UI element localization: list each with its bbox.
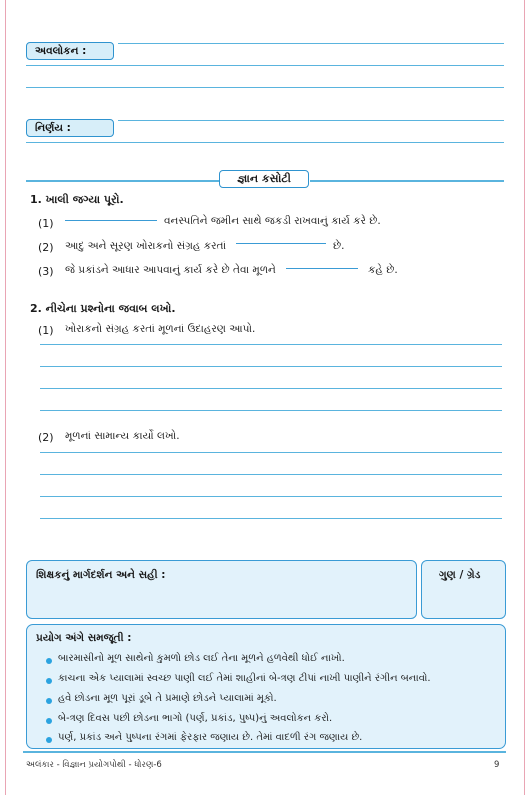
q1-item-3-text-before: જે પ્રકાંડને આધાર આપવાનું કાર્ય કરે છે તેવા મૂળને xyxy=(65,264,276,276)
q1-item-3-blank[interactable] xyxy=(286,268,358,269)
q2-item-2-answer-line-2[interactable] xyxy=(40,474,502,475)
section-divider-right xyxy=(310,180,504,182)
q2-item-2-answer-line-4[interactable] xyxy=(40,518,502,519)
q2-item-2-answer-line-3[interactable] xyxy=(40,496,502,497)
q1-heading: 1. ખાલી જગ્યા પૂરો. xyxy=(30,193,124,206)
conclusion-line-2[interactable] xyxy=(26,142,504,143)
q1-item-2-number: (2) xyxy=(38,241,54,254)
bullet-icon xyxy=(46,698,52,704)
teacher-guidance-label: શિક્ષકનું માર્ગદર્શન અને સહી : xyxy=(36,569,166,581)
conclusion-label: નિર્ણય : xyxy=(26,119,114,137)
q2-item-1-text: ખોરાકનો સંગ્રહ કરતાં મૂળનાં ઉદાહરણ આપો. xyxy=(65,323,256,335)
q2-item-1-answer-line-2[interactable] xyxy=(40,366,502,367)
q1-item-1-number: (1) xyxy=(38,217,54,230)
experiment-step-5: પર્ણ, પ્રકાંડ અને પુષ્પના રંગમાં ફેરફાર જણાય છે. તેમાં વાદળી રંગ જણાય છે. xyxy=(58,732,363,743)
q2-item-1-number: (1) xyxy=(38,324,54,337)
q1-item-1-text: વનસ્પતિને જમીન સાથે જકડી રાખવાનું કાર્ય કરે છે. xyxy=(164,215,381,227)
experiment-step-4: બે-ત્રણ દિવસ પછી છોડના ભાગો (પર્ણ, પ્રકાંડ, પુષ્પ)નું અવલોકન કરો. xyxy=(58,713,333,724)
observation-line-1[interactable] xyxy=(118,43,504,44)
q2-item-2-number: (2) xyxy=(38,431,54,444)
bullet-icon xyxy=(46,678,52,684)
q1-item-2-text-after: છે. xyxy=(333,240,345,252)
q1-item-2-blank[interactable] xyxy=(236,243,326,244)
experiment-step-3: હવે છોડના મૂળ પૂરાં ડૂબે તે પ્રમાણે છોડને પ્યાલામાં મૂકો. xyxy=(58,693,277,704)
right-margin-line xyxy=(524,0,525,795)
grade-label: ગુણ / ગ્રેડ xyxy=(439,569,481,581)
q1-item-1-blank[interactable] xyxy=(65,220,157,221)
bullet-icon xyxy=(46,658,52,664)
q1-item-2-text-before: આદુ અને સૂરણ ખોરાકનો સંગ્રહ કરતાં xyxy=(65,240,227,252)
q2-item-1-answer-line-4[interactable] xyxy=(40,410,502,411)
q2-item-2-answer-line-1[interactable] xyxy=(40,452,502,453)
experiment-step-1: બારમાસીનો મૂળ સાથેનો કુમળો છોડ લઈ તેના મૂળને હળવેથી ધોઈ નાખો. xyxy=(58,653,345,664)
left-margin-line xyxy=(5,0,6,795)
q1-item-3-number: (3) xyxy=(38,265,54,278)
observation-line-2[interactable] xyxy=(26,65,504,66)
bullet-icon xyxy=(46,737,52,743)
footer-book-title: અલંકાર - વિજ્ઞાન પ્રયોગપોથી - ધોરણ-6 xyxy=(26,760,162,770)
page-number: 9 xyxy=(494,760,500,770)
section-divider-left xyxy=(26,180,219,182)
observation-label: અવલોકન : xyxy=(26,42,114,60)
section-title: જ્ઞાન કસોટી xyxy=(219,170,309,188)
observation-line-3[interactable] xyxy=(26,87,504,88)
footer-divider xyxy=(23,751,506,753)
experiment-heading: પ્રયોગ અંગે સમજૂતી : xyxy=(36,632,132,644)
q2-item-1-answer-line-1[interactable] xyxy=(40,344,502,345)
q1-item-3-text-after: કહે છે. xyxy=(368,264,398,276)
conclusion-line-1[interactable] xyxy=(118,120,504,121)
q2-heading: 2. નીચેના પ્રશ્નોના જવાબ લખો. xyxy=(30,302,176,315)
q2-item-2-text: મૂળનાં સામાન્ય કાર્યો લખો. xyxy=(65,430,180,442)
q2-item-1-answer-line-3[interactable] xyxy=(40,388,502,389)
bullet-icon xyxy=(46,718,52,724)
experiment-step-2: કાચના એક પ્યાલામાં સ્વચ્છ પાણી લઈ તેમાં શાહીનાં બે-ત્રણ ટીપાં નાખી પાણીને રંગીન બનાવો. xyxy=(58,673,431,684)
